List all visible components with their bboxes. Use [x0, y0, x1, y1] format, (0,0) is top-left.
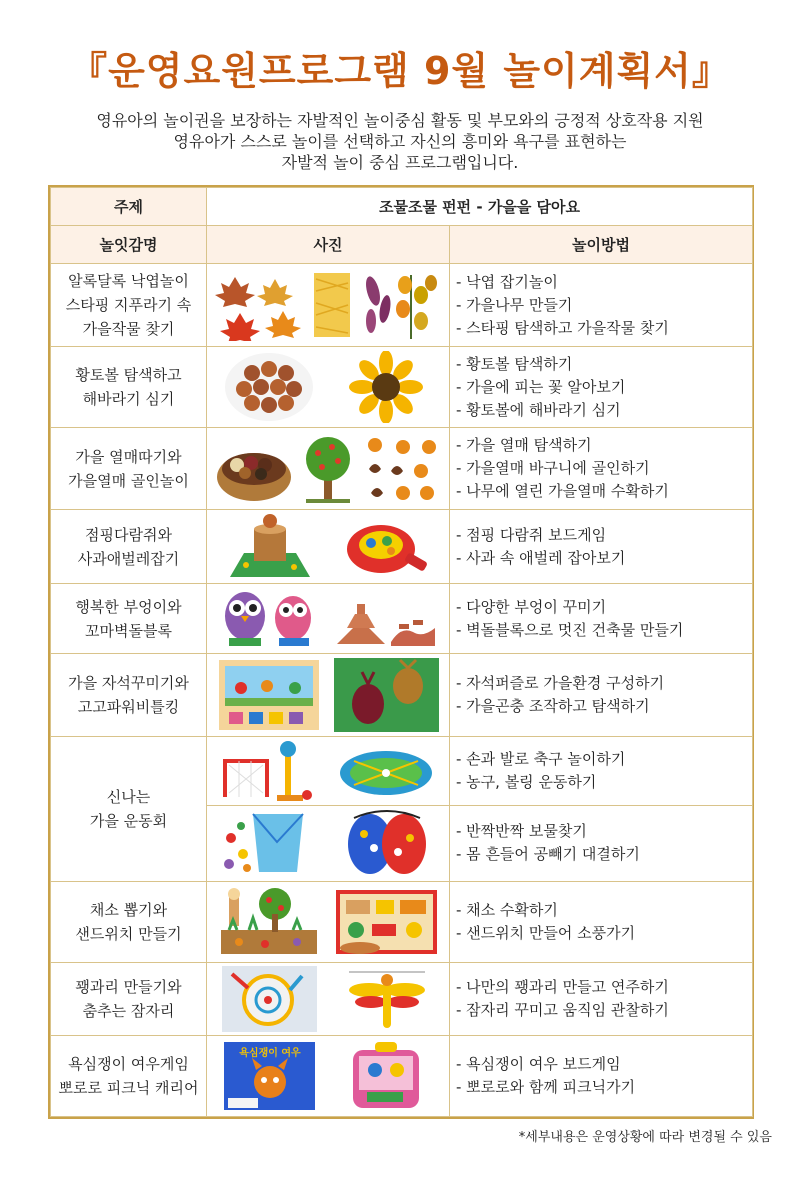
toy-name: 알록달록 낙엽놀이 스타핑 지푸라기 속 가을작물 찾기: [51, 264, 207, 347]
table-row: [51, 428, 753, 510]
method-cell: - 황토볼 탐색하기 - 가을에 피는 꽃 알아보기 - 황토볼에 해바라기 심기: [450, 347, 753, 428]
page-title: 『운영요원프로그램 9월 놀이계획서』: [69, 49, 731, 93]
soccer-goal-image: [217, 739, 322, 803]
subject-value: 조물조물 펀펀 - 가을을 담아요: [207, 188, 753, 226]
magnet-board-image: [217, 658, 322, 732]
owl-toy-image: [217, 588, 317, 650]
sunflower-image: [339, 351, 434, 423]
toy-name: 가을 자석꾸미기와 고고파워비틀킹: [51, 654, 207, 736]
svg-text:욕심쟁이 여우: 욕심쟁이 여우: [239, 1047, 301, 1059]
fruit-basket-image: [215, 433, 293, 505]
treasure-bag-image: [217, 808, 322, 878]
table-row: [51, 264, 753, 347]
gong-craft-image: [222, 966, 317, 1032]
toy-name: 신나는 가을 운동회: [51, 736, 207, 881]
method-cell: - 낙엽 잡기놀이 - 가을나무 만들기 - 스타핑 탐색하고 가을작물 찾기: [450, 264, 753, 347]
method-cell: - 나만의 꽹과리 만들고 연주하기 - 잠자리 꾸미고 움직임 관찰하기: [450, 962, 753, 1035]
plan-table: [50, 187, 753, 1117]
dragonfly-toy-image: [339, 966, 434, 1032]
method-cell: - 자석퍼즐로 가을환경 구성하기 - 가을곤충 조작하고 탐색하기: [450, 654, 753, 736]
table-row: [51, 1035, 753, 1116]
apple-worm-image: [341, 513, 433, 581]
table-row: [51, 584, 753, 654]
table-row: [51, 736, 753, 805]
table-row: [51, 654, 753, 736]
header-method: 놀이방법: [450, 226, 753, 264]
table-row: [51, 347, 753, 428]
pororo-carrier-image: [339, 1040, 434, 1112]
method-cell: - 점핑 다람쥐 보드게임 - 사과 속 애벌레 잡아보기: [450, 510, 753, 584]
intro-line: 자발적 놀이 중심 프로그램입니다.: [281, 153, 519, 172]
toy-name: 행복한 부엉이와 꼬마벽돌블록: [51, 584, 207, 654]
method-cell: - 채소 수확하기 - 샌드위치 만들어 소풍가기: [450, 881, 753, 962]
toy-name: 가을 열매따기와 가을열매 골인놀이: [51, 428, 207, 510]
method-cell: - 욕심쟁이 여우 보드게임 - 뽀로로와 함께 피크닉가기: [450, 1035, 753, 1116]
toy-name: 점핑다람쥐와 사과애벌레잡기: [51, 510, 207, 584]
toy-name: 황토볼 탐색하고 해바라기 심기: [51, 347, 207, 428]
brick-block-image: [329, 588, 439, 650]
greedy-fox-game-image: [222, 1040, 317, 1112]
toy-name: 채소 뽑기와 샌드위치 만들기: [51, 881, 207, 962]
table-row: [51, 881, 753, 962]
method-cell: - 손과 발로 축구 놀이하기 - 농구, 볼링 운동하기: [450, 736, 753, 805]
footnote: *세부내용은 운영상황에 따라 변경될 수 있음: [518, 1130, 772, 1145]
toy-name: 꽹과리 만들기와 춤추는 잠자리: [51, 962, 207, 1035]
toy-name: 욕심쟁이 여우게임 뽀로로 피크닉 캐리어: [51, 1035, 207, 1116]
method-cell: - 가을 열매 탐색하기 - 가을열매 바구니에 골인하기 - 나무에 열린 가을열매 수확하기: [450, 428, 753, 510]
sandwich-set-image: [334, 886, 439, 958]
fruit-tree-image: [302, 433, 354, 505]
shake-ball-game-image: [334, 808, 439, 878]
method-cell: - 반짝반짝 보물찾기 - 몸 흔들어 공빼기 대결하기: [450, 805, 753, 881]
method-cell: - 다양한 부엉이 꾸미기 - 벽돌블록으로 멋진 건축물 만들기: [450, 584, 753, 654]
beetle-toy-image: [334, 658, 439, 732]
jumping-squirrel-image: [224, 513, 316, 581]
intro-text: [0, 110, 800, 173]
maple-leaves-image: [215, 269, 305, 341]
autumn-crops-image: [359, 269, 441, 341]
header-name: 놀잇감명: [51, 226, 207, 264]
intro-line: 영유아의 놀이권을 보장하는 자발적인 놀이중심 활동 및 부모와의 긍정적 상호작용 지원: [96, 111, 704, 130]
table-row: [51, 962, 753, 1035]
plan-table-frame: [48, 185, 754, 1119]
table-row: [51, 510, 753, 584]
vegetable-garden-image: [217, 886, 322, 958]
straw-stuffing-image: [312, 269, 352, 341]
table-football-image: [334, 739, 439, 803]
intro-line: 영유아가 스스로 놀이를 선택하고 자신의 흥미와 욕구를 표현하는: [173, 132, 627, 151]
chestnut-persimmon-image: [363, 433, 441, 505]
clay-balls-image: [222, 351, 317, 423]
subject-label: 주제: [51, 188, 207, 226]
header-photo: 사진: [207, 226, 450, 264]
